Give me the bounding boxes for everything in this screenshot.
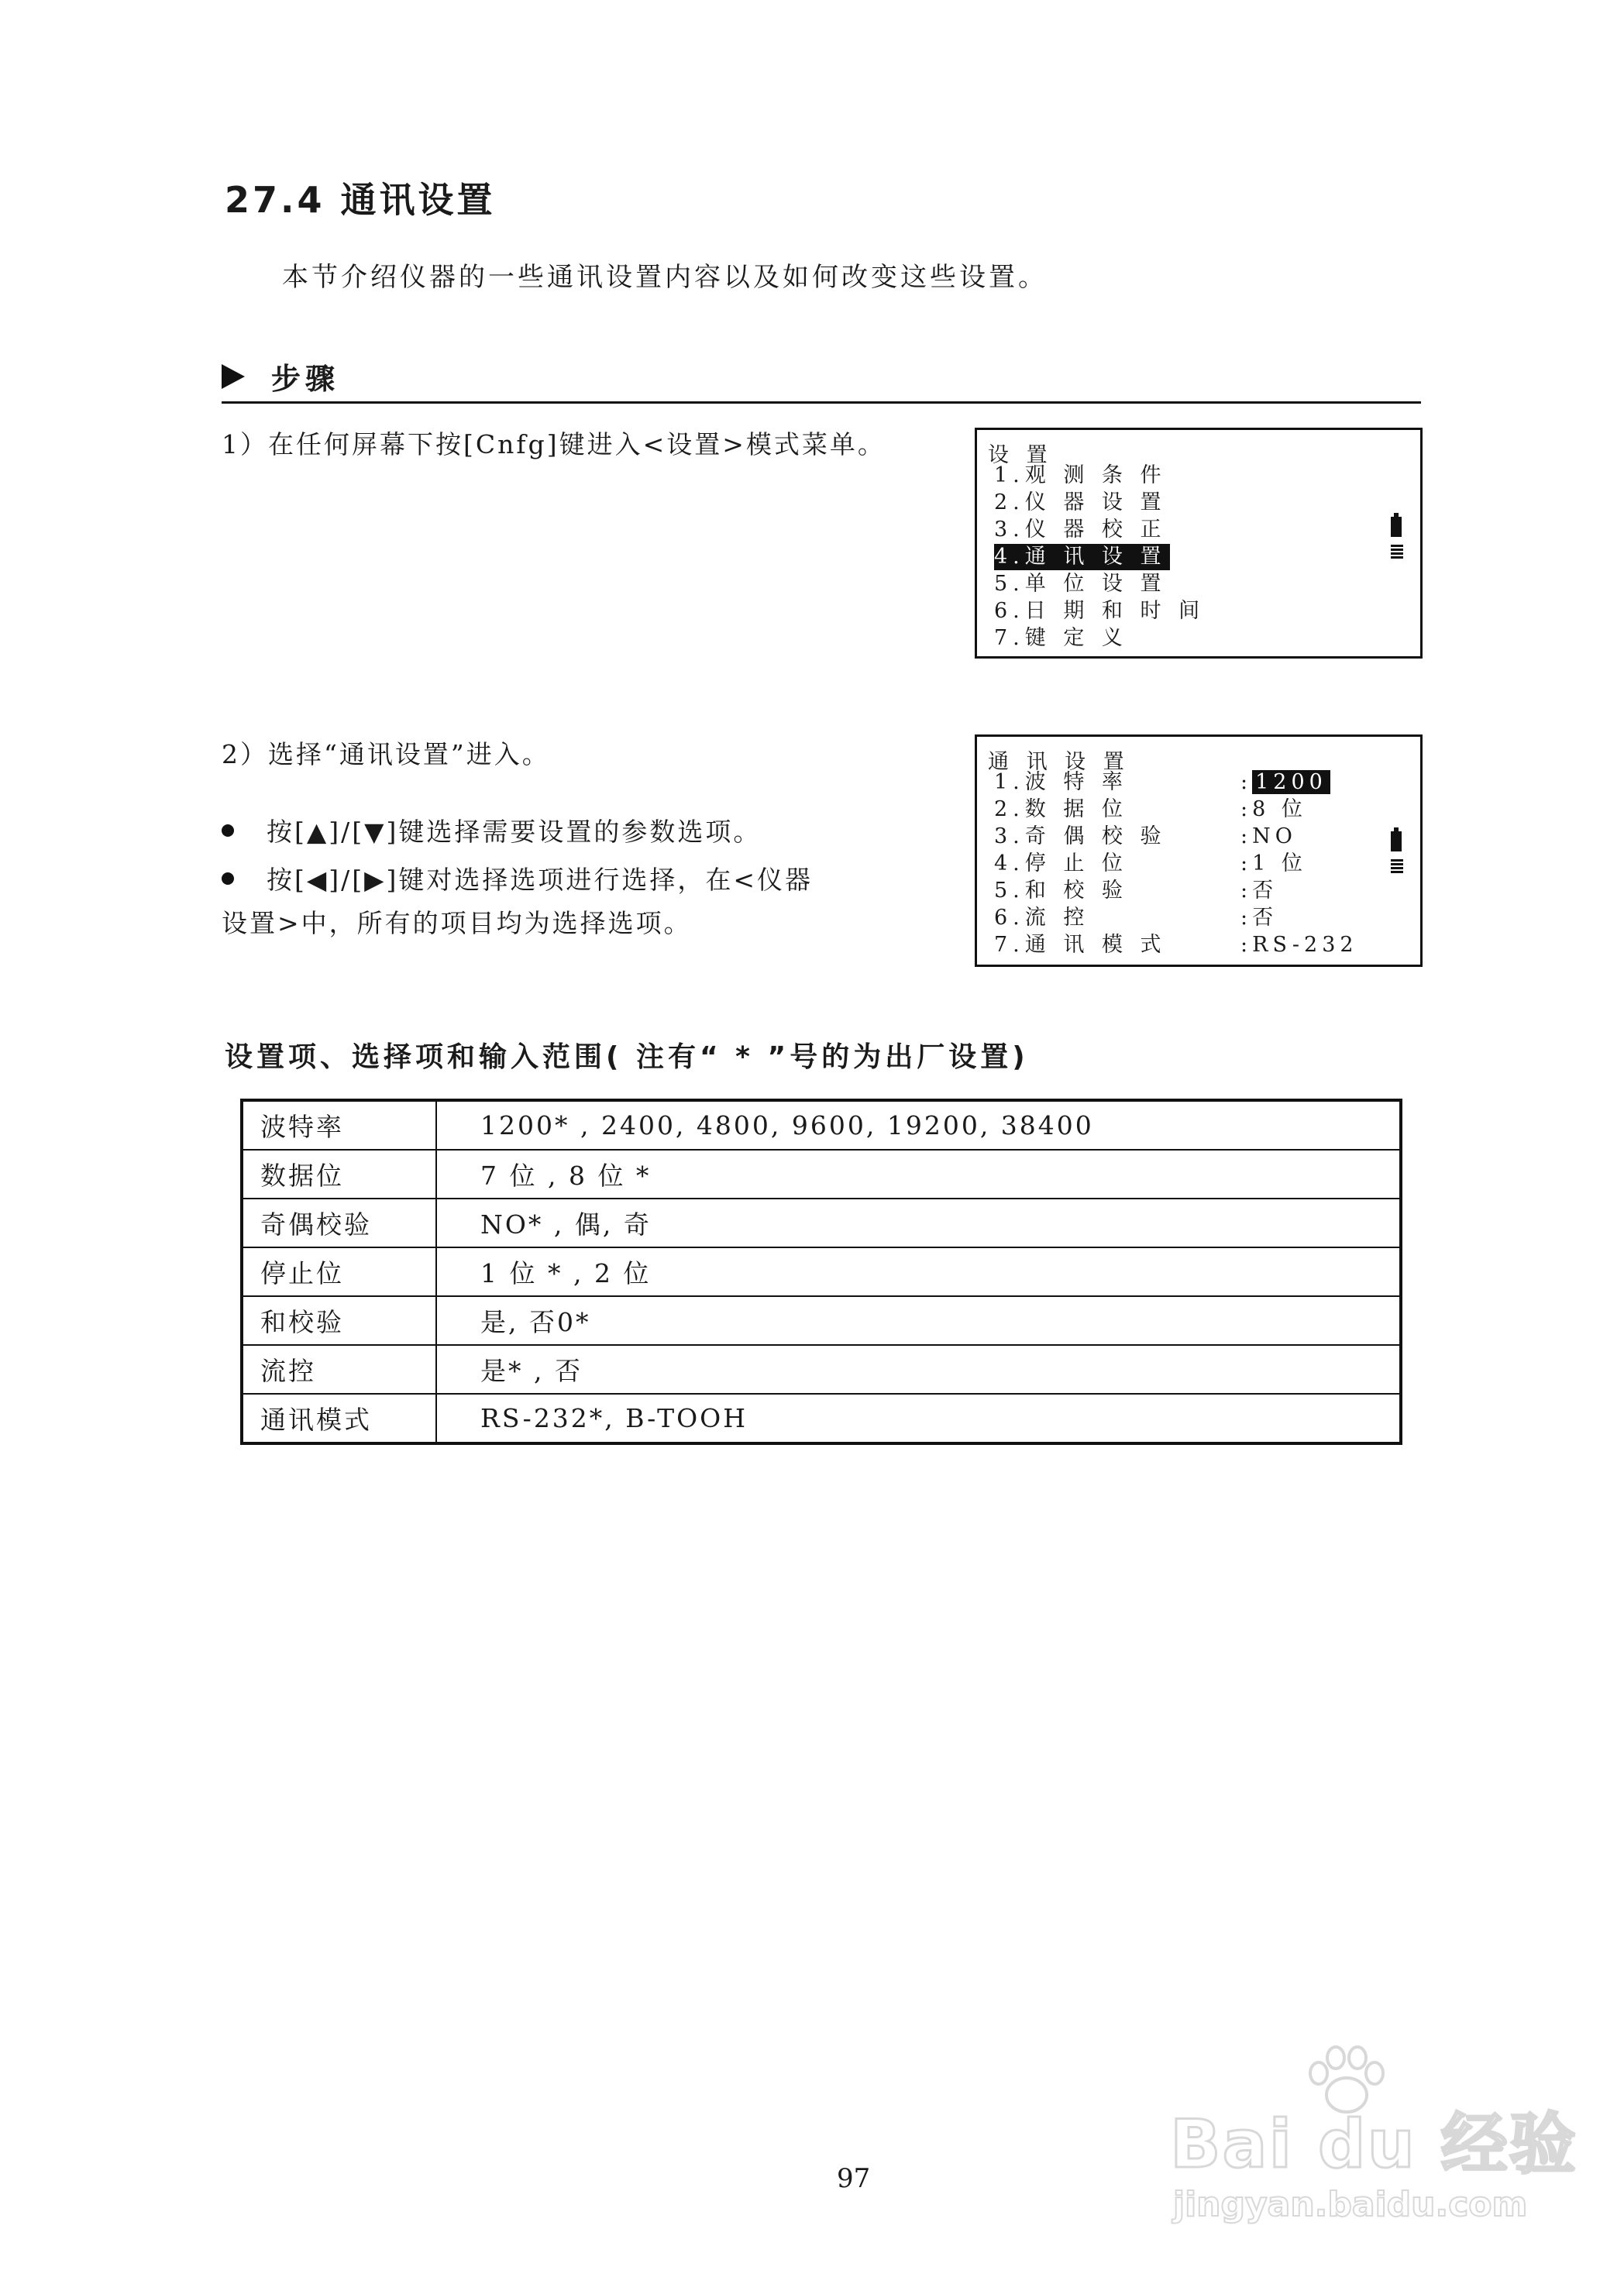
setting-data-bits-value[interactable]: :8 位 <box>1240 797 1307 821</box>
intro-paragraph: 本节介绍仪器的一些通讯设置内容以及如何改变这些设置。 <box>282 262 1048 293</box>
table-cell-options: 7 位 , 8 位 * <box>436 1150 1401 1199</box>
table-cell-item: 数据位 <box>242 1150 436 1199</box>
setting-baud-rate[interactable]: 1.波 特 率 <box>994 770 1128 794</box>
setting-parity-value[interactable]: :NO <box>1240 824 1297 848</box>
setting-flow-control[interactable]: 6.流 控 <box>994 906 1090 930</box>
table-row <box>242 1100 1401 1150</box>
bullet-left-right: 按[◀]/[▶]键对选择选项进行选择，在<仪器 <box>222 860 813 896</box>
table-row <box>242 1150 1401 1199</box>
table-row <box>242 1345 1401 1394</box>
table-row <box>242 1394 1401 1443</box>
setting-stop-bits-value[interactable]: :1 位 <box>1240 851 1307 875</box>
battery-icon <box>1391 831 1402 851</box>
table-cell-options: RS-232*, B-TOOH <box>436 1394 1401 1443</box>
heading-divider <box>222 401 1421 404</box>
table-title: 设置项、选择项和输入范围( 注有“ * ”号的为出厂设置) <box>225 1041 1029 1073</box>
table-row <box>242 1247 1401 1296</box>
table-cell-item: 奇偶校验 <box>242 1199 436 1247</box>
setting-data-bits[interactable]: 2.数 据 位 <box>994 797 1128 821</box>
table-cell-item: 停止位 <box>242 1247 436 1296</box>
page-number: 97 <box>837 2163 871 2194</box>
section-title: 27.4 通讯设置 <box>225 179 496 221</box>
steps-heading-label: 步骤 <box>271 362 340 396</box>
baidu-watermark <box>1130 2042 1578 2244</box>
table-row <box>242 1296 1401 1345</box>
menu-item-key-definition[interactable]: 7.键 定 义 <box>994 626 1128 650</box>
menu-item-instrument-settings[interactable]: 2.仪 器 设 置 <box>994 490 1167 514</box>
table-cell-options: 1 位 * , 2 位 <box>436 1247 1401 1296</box>
table-cell-options: 是* , 否 <box>436 1345 1401 1394</box>
table-cell-options: 是, 否0* <box>436 1296 1401 1345</box>
table-row <box>242 1199 1401 1247</box>
setting-checksum[interactable]: 5.和 校 验 <box>994 879 1128 903</box>
watermark-brand: Bai du 经验 <box>1170 2106 1578 2183</box>
signal-bars-icon <box>1391 859 1403 873</box>
screen-title: 通 讯 设 置 <box>988 750 1130 774</box>
menu-item-date-time[interactable]: 6.日 期 和 时 间 <box>994 599 1206 623</box>
step-1-text: 1）在任何屏幕下按[Cnfg]键进入<设置>模式菜单。 <box>222 429 886 459</box>
setting-checksum-value[interactable]: :否 <box>1240 879 1278 903</box>
bullet-up-down: 按[▲]/[▼]键选择需要设置的参数选项。 <box>222 812 761 848</box>
menu-item-units[interactable]: 5.单 位 设 置 <box>994 572 1167 596</box>
battery-icon <box>1391 517 1402 537</box>
step-2-text: 2）选择“通讯设置”进入。 <box>222 739 550 769</box>
table-cell-item: 波特率 <box>242 1100 436 1150</box>
screen-title: 设 置 <box>988 443 1053 467</box>
table-cell-item: 流控 <box>242 1345 436 1394</box>
bullet-icon <box>222 824 234 837</box>
menu-item-calibration[interactable]: 3.仪 器 校 正 <box>994 518 1167 542</box>
signal-bars-icon <box>1391 545 1403 559</box>
watermark-url: jingyan.baidu.com <box>1173 2185 1528 2224</box>
setting-parity[interactable]: 3.奇 偶 校 验 <box>994 824 1167 848</box>
bullet-icon <box>222 872 234 885</box>
setting-flow-control-value[interactable]: :否 <box>1240 906 1278 930</box>
table-cell-item: 和校验 <box>242 1296 436 1345</box>
setting-stop-bits[interactable]: 4.停 止 位 <box>994 851 1128 875</box>
menu-item-observation[interactable]: 1.观 测 条 件 <box>994 463 1167 487</box>
table-cell-item: 通讯模式 <box>242 1394 436 1443</box>
menu-item-communication-selected[interactable]: 4.通 讯 设 置 <box>994 544 1170 570</box>
setting-comm-mode-value[interactable]: :RS-232 <box>1240 933 1358 957</box>
steps-heading <box>222 355 339 397</box>
setting-baud-rate-value[interactable]: : 1200 <box>1240 769 1330 796</box>
table-cell-options: 1200* , 2400, 4800, 9600, 19200, 38400 <box>436 1100 1401 1150</box>
communication-settings-screen <box>975 734 1423 967</box>
settings-menu-screen <box>975 428 1423 659</box>
settings-table <box>240 1099 1402 1445</box>
triangle-right-icon <box>222 364 245 389</box>
setting-comm-mode[interactable]: 7.通 讯 模 式 <box>994 933 1167 957</box>
table-cell-options: NO* , 偶, 奇 <box>436 1199 1401 1247</box>
bullet-left-right-cont: 设置>中，所有的项目均为选择选项。 <box>222 908 692 938</box>
